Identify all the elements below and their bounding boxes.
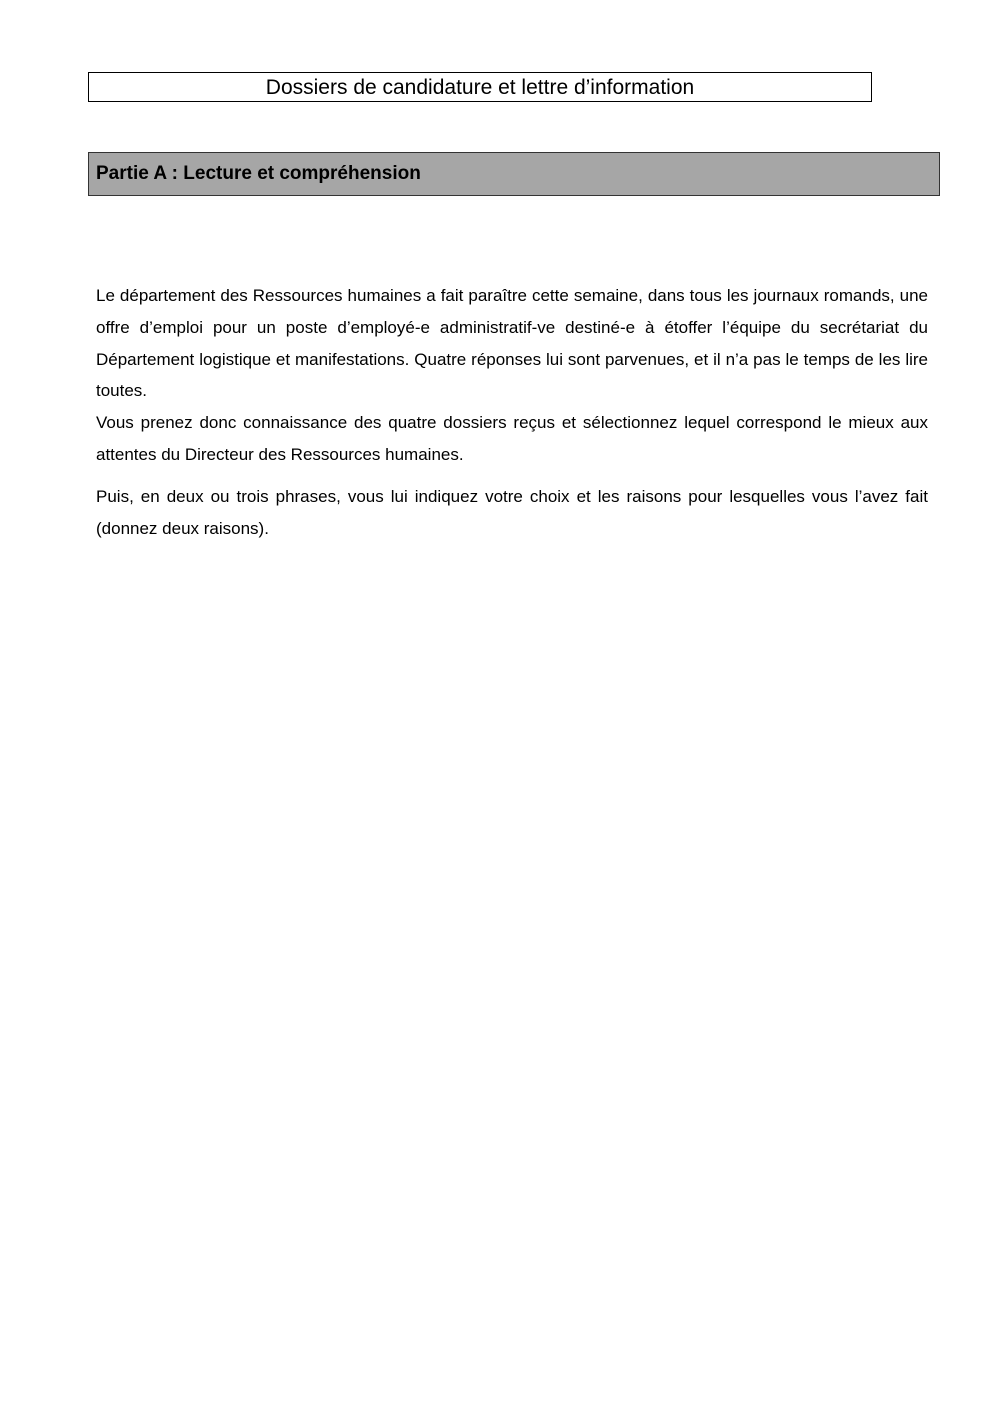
paragraph-1: Le département des Ressources humaines a fait paraître cette semaine, dans tous les journaux romands, une offre d’emploi pour un poste d’employé-e administratif-ve destiné-e à étoffer l’équipe du secrétariat du Département logistique et manifestations. Quatre réponses lui sont parvenues, et il n’a pas le temps de les lire toutes. [96, 286, 928, 401]
body-text [96, 280, 928, 544]
paragraph-3: Puis, en deux ou trois phrases, vous lui indiquez votre choix et les raisons pour lesquelles vous l’avez fait (donnez deux raisons). [96, 486, 928, 538]
section-header: Partie A : Lecture et compréhension [88, 152, 940, 196]
paragraph-2: Vous prenez donc connaissance des quatre dossiers reçus et sélectionnez lequel correspond le mieux aux attentes du Directeur des Ressources humaines. [96, 413, 928, 464]
document-title: Dossiers de candidature et lettre d’information [88, 72, 872, 102]
